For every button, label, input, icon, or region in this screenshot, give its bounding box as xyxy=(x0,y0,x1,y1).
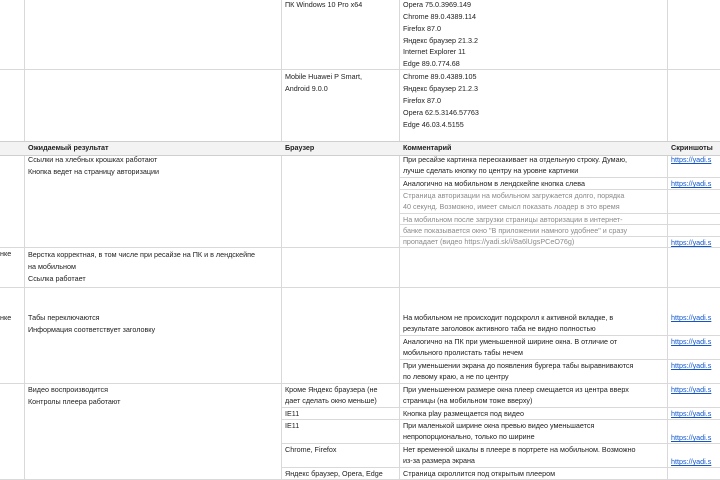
desktop-browser: Edge 89.0.774.68 xyxy=(403,59,460,68)
screenshot-link[interactable]: https://yadi.s xyxy=(671,433,712,442)
row-border xyxy=(0,247,720,248)
desktop-browser: Chrome 89.0.4389.114 xyxy=(403,12,476,21)
desktop-os: ПК Windows 10 Pro x64 xyxy=(285,0,363,9)
comment-text: Нет временной шкалы в плеере в портрете на мобильном. Возможно xyxy=(403,445,636,454)
cell-border xyxy=(281,407,720,408)
screenshot-link[interactable]: https://yadi.s xyxy=(671,238,712,247)
cell-border xyxy=(399,335,720,336)
comment-text: лучше сделать кнопку по центру на уровне картинки xyxy=(403,166,579,175)
comment-text: из-за размера экрана xyxy=(403,456,475,465)
row-label: нке xyxy=(0,313,12,322)
comment-text: Аналогично на ПК при уменьшенной ширине окна. В отличие от xyxy=(403,337,618,346)
row-label: нке xyxy=(0,249,12,258)
comment-text: результате заголовок активного таба не видно полностью xyxy=(403,324,596,333)
comment-text: Аналогично на мобильном в лендскейпе кнопка слева xyxy=(403,179,585,188)
header-screens[interactable]: Скриншоты xyxy=(671,143,713,152)
comment-text: При маленькой ширине окна превью видео уменьшается xyxy=(403,421,595,430)
expected-text: Контролы плеера работают xyxy=(28,397,121,406)
cell-border xyxy=(399,359,720,360)
screenshot-link[interactable]: https://yadi.s xyxy=(671,179,712,188)
comment-text: При ресайзе картинка перескакивает на отдельную строку. Думаю, xyxy=(403,155,627,164)
mobile-browser: Opera 62.5.3146.57763 xyxy=(403,108,479,117)
desktop-browser: Яндекс браузер 21.3.2 xyxy=(403,36,478,45)
screenshot-link[interactable]: https://yadi.s xyxy=(671,457,712,466)
comment-text: Страница скроллится под открытым плеером xyxy=(403,469,556,478)
col-border xyxy=(24,0,25,480)
browser-text: IE11 xyxy=(285,409,300,418)
comment-text: Кнопка play размещается под видео xyxy=(403,409,524,418)
expected-text: Видео воспроизводится xyxy=(28,385,109,394)
desktop-browser: Firefox 87.0 xyxy=(403,24,441,33)
mobile-browser: Edge 46.03.4.5155 xyxy=(403,120,464,129)
cell-border xyxy=(399,177,720,178)
browser-text: Chrome, Firefox xyxy=(285,445,337,454)
cell-border xyxy=(281,467,720,468)
browser-text: Кроме Яндекс браузера (не xyxy=(285,385,378,394)
row-border xyxy=(0,383,720,384)
screenshot-link[interactable]: https://yadi.s xyxy=(671,337,712,346)
cell-border xyxy=(399,189,720,190)
col-border xyxy=(281,0,282,480)
comment-text: банке показывается окно "В приложении намного удобнее" и сразу xyxy=(403,226,628,235)
mobile-browser: Chrome 89.0.4389.105 xyxy=(403,72,477,81)
comment-text: мобильного пролистать табы нечем xyxy=(403,348,523,357)
expected-text: Ссылка работает xyxy=(28,274,86,283)
row-border xyxy=(0,287,720,288)
col-border xyxy=(399,0,400,480)
desktop-browser: Opera 75.0.3969.149 xyxy=(403,0,471,9)
screenshot-link[interactable]: https://yadi.s xyxy=(671,155,712,164)
browser-text: дает сделать окно меньше) xyxy=(285,396,377,405)
comment-text: по левому краю, а не по центру xyxy=(403,372,509,381)
comment-text: На мобильном после загрузки страницы авторизации в интернет- xyxy=(403,215,623,224)
comment-text: При уменьшении экрана до появления бургера табы выравниваются xyxy=(403,361,634,370)
header-expected[interactable]: Ожидаемый результат xyxy=(28,143,109,152)
expected-text: Ссылки на хлебных крошках работают xyxy=(28,155,158,164)
row-border xyxy=(0,69,720,70)
mobile-os: Mobile Huawei P Smart, xyxy=(285,72,362,81)
comment-text: пропадает (видео https://yadi.sk/i/8a6lUgsPCeO76g) xyxy=(403,237,575,246)
comment-text: 40 секунд. Возможно, имеет смысл показать лоадер в это время xyxy=(403,202,620,211)
comment-text: Страница авторизации на мобильном загружается долго, порядка xyxy=(403,191,625,200)
cell-border xyxy=(281,443,720,444)
comment-text: непропорционально, только по ширине xyxy=(403,432,535,441)
screenshot-link[interactable]: https://yadi.s xyxy=(671,409,712,418)
expected-text: на мобильном xyxy=(28,262,76,271)
desktop-browser: Internet Explorer 11 xyxy=(403,47,466,56)
col-border xyxy=(667,0,668,480)
screenshot-link[interactable]: https://yadi.s xyxy=(671,385,712,394)
comment-text: На мобильном не происходит подскролл к активной вкладке, в xyxy=(403,313,614,322)
screenshot-link[interactable]: https://yadi.s xyxy=(671,361,712,370)
cell-border xyxy=(281,419,720,420)
expected-text: Табы переключаются xyxy=(28,313,100,322)
browser-text: IE11 xyxy=(285,421,300,430)
comment-text: страницы (на мобильном тоже вверху) xyxy=(403,396,533,405)
expected-text: Информация соответствует заголовку xyxy=(28,325,156,334)
mobile-browser: Яндекс браузер 21.2.3 xyxy=(403,84,478,93)
cell-border xyxy=(399,213,720,214)
header-browser[interactable]: Браузер xyxy=(285,143,315,152)
mobile-browser: Firefox 87.0 xyxy=(403,96,441,105)
expected-text: Верстка корректная, в том числе при ресайзе на ПК и в лендскейпе xyxy=(28,250,255,259)
expected-text: Кнопка ведет на страницу авторизации xyxy=(28,167,160,176)
browser-text: Яндекс браузер, Opera, Edge xyxy=(285,469,383,478)
screenshot-link[interactable]: https://yadi.s xyxy=(671,313,712,322)
header-comments[interactable]: Комментарий xyxy=(403,143,452,152)
mobile-os: Android 9.0.0 xyxy=(285,84,328,93)
comment-text: При уменьшенном размере окна плеер смещается из центра вверх xyxy=(403,385,629,394)
